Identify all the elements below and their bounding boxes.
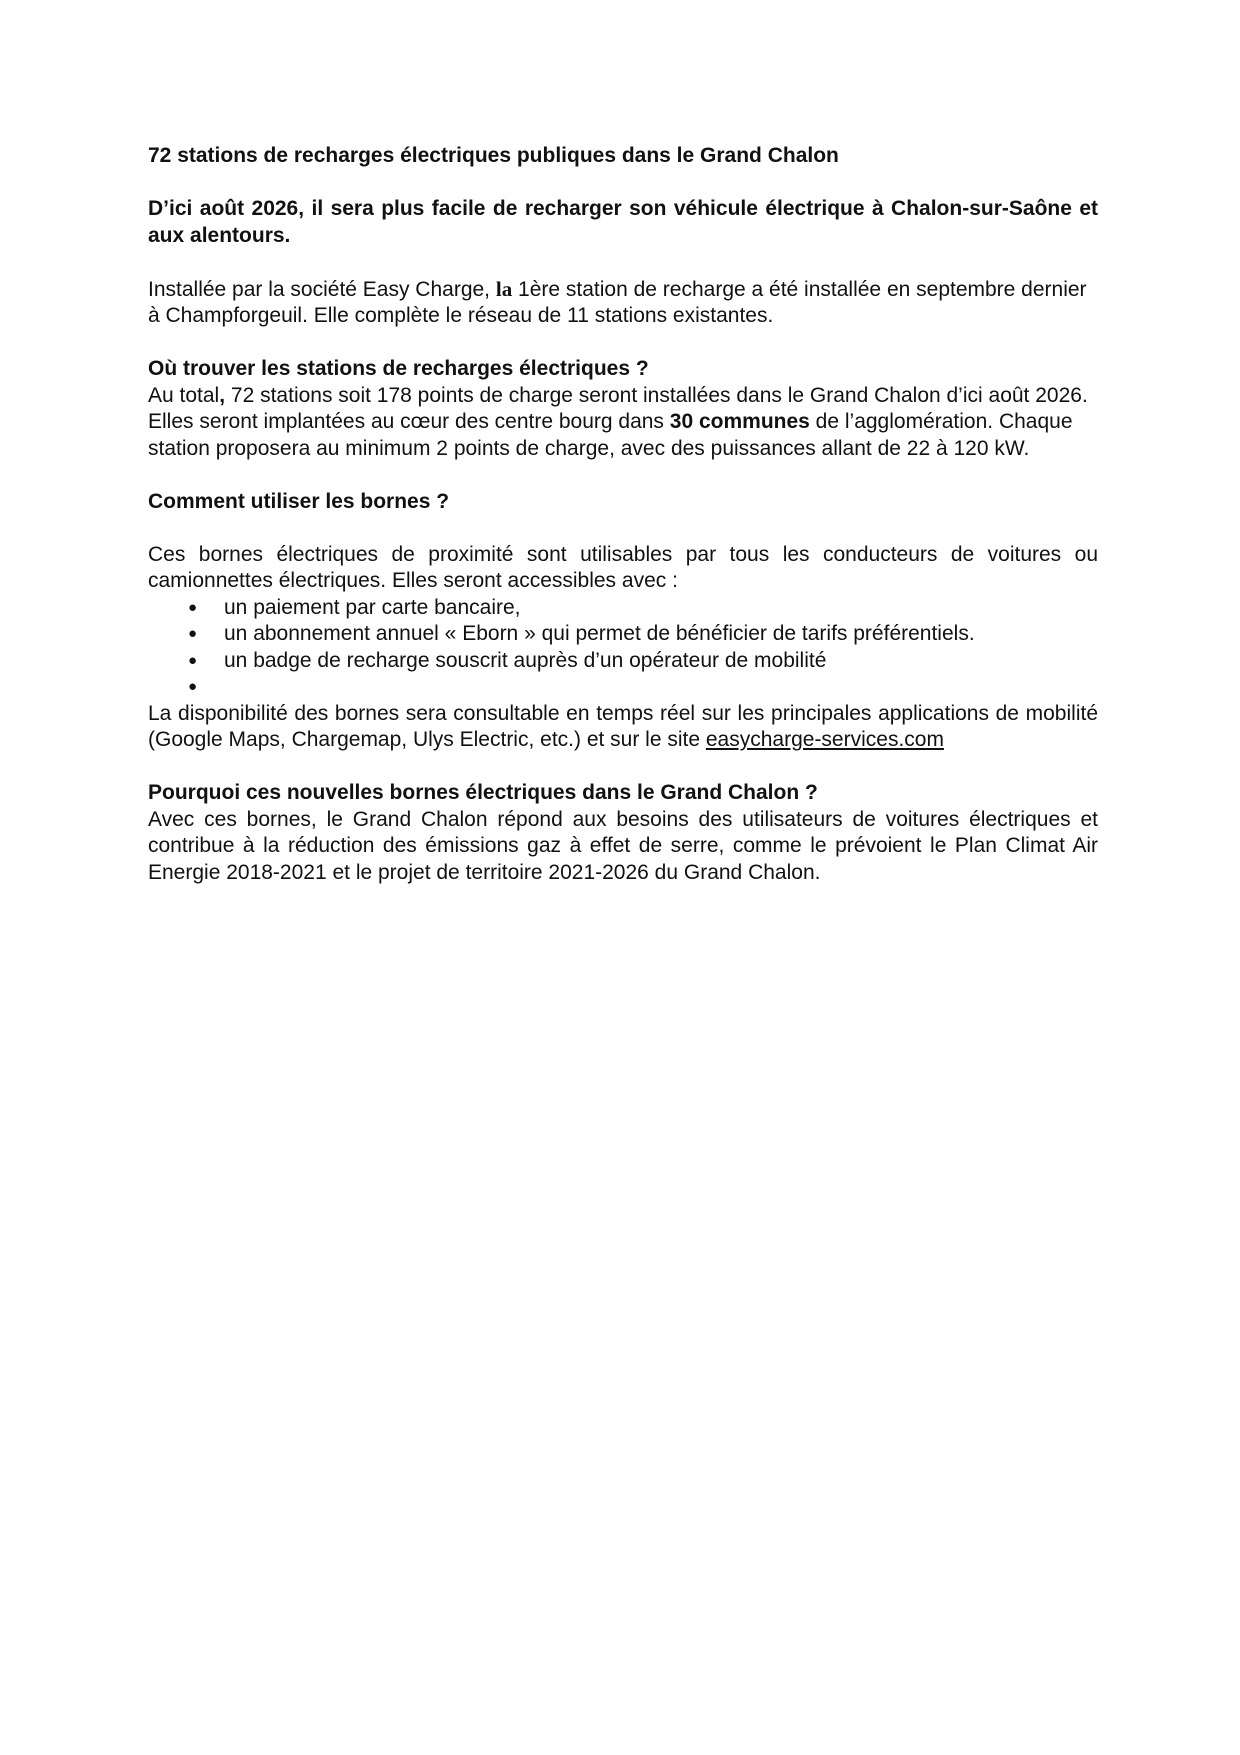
list-item: [148, 674, 1098, 701]
section-paragraph-how: Ces bornes électriques de proximité sont utilisables par tous les conducteurs de voitures ou camionnettes électriques. Elles seront accessibles avec :: [148, 542, 1098, 592]
lead-paragraph: D’ici août 2026, il sera plus facile de recharger son véhicule électrique à Chalon-sur-Saône et aux alentours.: [148, 197, 1098, 247]
availability-paragraph: [148, 701, 1098, 754]
section-paragraph-why: Avec ces bornes, le Grand Chalon répond aux besoins des utilisateurs de voitures électriques et contribue à la réduction des émissions gaz à effet de serre, comme le prévoient le Plan Climat Air Energie 2018-2021 et le projet de territoire 2021-2026 du Grand Chalon.: [148, 807, 1098, 884]
where-communes: 30 communes: [669, 410, 810, 433]
availability-text: La disponibilité des bornes sera consultable en temps réel sur les principales applications de mobilité (Google Maps, Chargemap, Ulys Electric, etc.) et sur le site: [148, 701, 1098, 751]
bullet-icon: ●: [188, 678, 198, 695]
list-item-text: un paiement par carte bancaire,: [224, 595, 521, 619]
bullet-icon: ●: [188, 625, 198, 642]
section-paragraph-where: [148, 383, 1098, 463]
intro-text-after: 1ère station de recharge a été installée en septembre dernier à Champforgeuil. Elle complète le réseau de 11 stations existantes.: [148, 277, 1087, 327]
list-item: [148, 648, 1098, 675]
intro-text-before: Installée par la société Easy Charge,: [148, 277, 496, 301]
where-text-start: Au total: [148, 383, 220, 407]
section-heading-how: Comment utiliser les bornes ?: [148, 489, 450, 513]
section-heading-why: Pourquoi ces nouvelles bornes électriques dans le Grand Chalon ?: [148, 781, 818, 804]
list-item: [148, 621, 1098, 648]
document-title: 72 stations de recharges électriques publiques dans le Grand Chalon: [148, 144, 839, 167]
bullet-icon: ●: [188, 651, 198, 669]
access-methods-list: [148, 595, 1098, 701]
bullet-icon: ●: [188, 598, 198, 616]
list-item: [148, 595, 1098, 622]
where-text-mid: 72 stations soit 178 points de charge seront installées dans le Grand Chalon d’ici août 2026. Elles seront implantées au cœur des centre bourg dans: [148, 383, 1088, 433]
where-text-end: de l’agglomération. Chaque station proposera au minimum 2 points de charge, avec des puissances allant de 22 à 120 kW.: [148, 410, 1073, 460]
intro-emphasis: la: [495, 276, 513, 301]
where-comma: ,: [219, 383, 226, 407]
list-item-text: un badge de recharge souscrit auprès d’un opérateur de mobilité: [224, 648, 827, 672]
section-heading-where: Où trouver les stations de recharges électriques ?: [148, 357, 649, 380]
list-item-text: un abonnement annuel « Eborn » qui permet de bénéficier de tarifs préférentiels.: [224, 622, 975, 645]
intro-paragraph: [148, 276, 1098, 330]
document-page: [148, 143, 1098, 886]
website-link[interactable]: easycharge-services.com: [705, 728, 944, 751]
